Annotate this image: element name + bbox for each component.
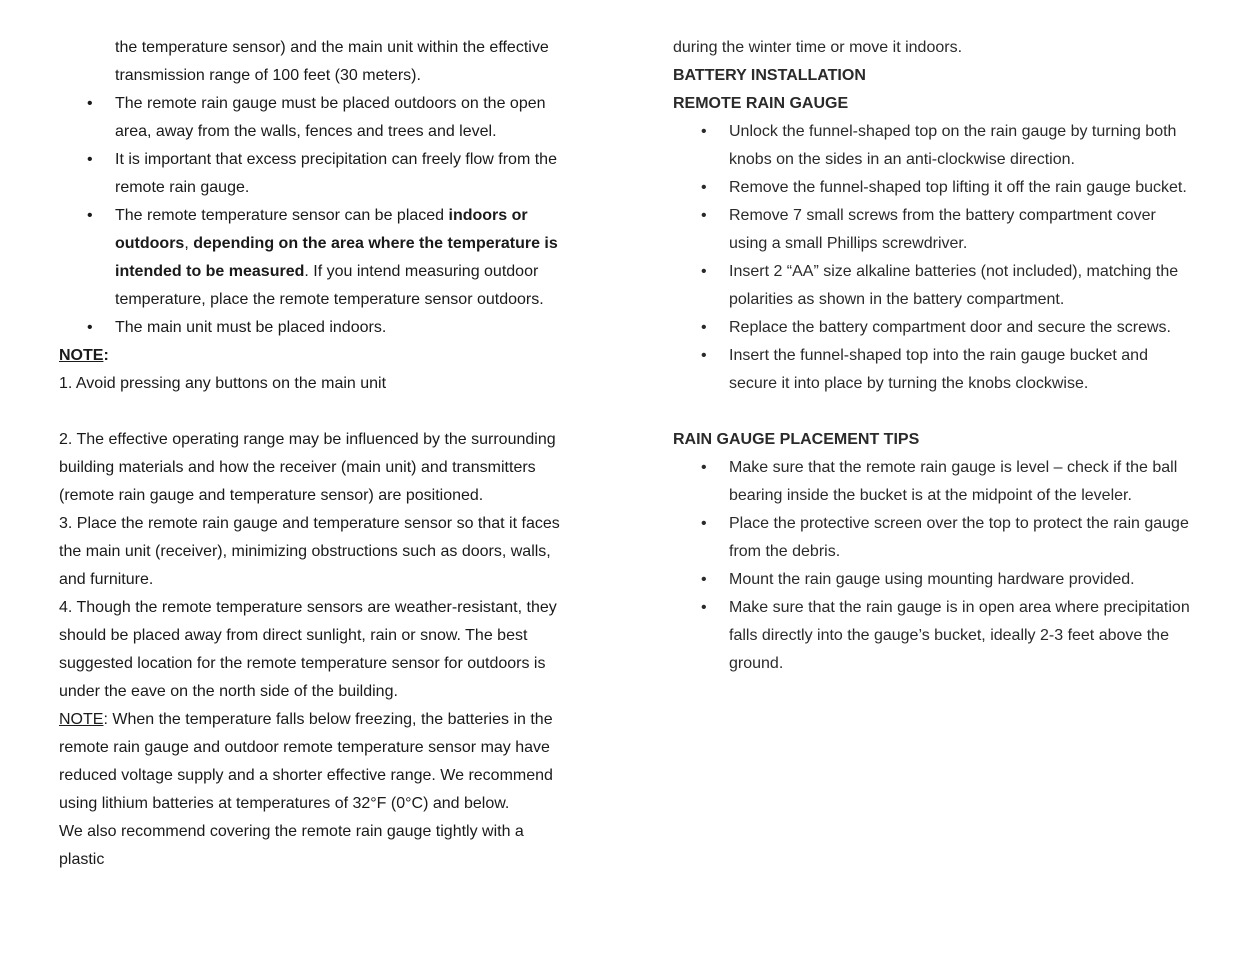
spacer (673, 398, 1193, 426)
note-item-1: 1. Avoid pressing any buttons on the main unit (59, 375, 387, 392)
right-column (673, 34, 1193, 678)
list-item: • Remove the funnel-shaped top lifting it off the rain gauge bucket. (673, 174, 1193, 202)
list-item: • Unlock the funnel-shaped top on the rain gauge by turning both knobs on the sides in an anti-clockwise direction. (673, 118, 1193, 174)
battery-steps-list (673, 118, 1193, 398)
list-item: • Insert the funnel-shaped top into the rain gauge bucket and secure it into place by turning the knobs clockwise. (673, 342, 1193, 398)
text-span: . If you intend measuring outdoor temperature, place the remote temperature sensor outdoors. (115, 263, 544, 308)
list-item: • Make sure that the remote rain gauge is level – check if the ball bearing inside the bucket is at the midpoint of the leveler. (673, 454, 1193, 510)
list-item: • It is important that excess precipitation can freely flow from the remote rain gauge. (59, 146, 569, 202)
section-subheading: REMOTE RAIN GAUGE (673, 95, 849, 112)
note-label: NOTE (59, 711, 104, 728)
note-label: NOTE (59, 347, 104, 364)
note-paragraph (59, 706, 569, 818)
intro-text: during the winter time or move it indoors. (673, 39, 963, 56)
note-item-4: 4. Though the remote temperature sensors are weather-resistant, they should be placed away from direct sunlight, rain or snow. The best suggested location for the remote temperature sensor for outdoors is under the eave on the north side of the building. (59, 599, 557, 700)
intro-text: the temperature sensor) and the main unit within the effective transmission range of 100 feet (30 meters). (115, 39, 549, 84)
list-item: • Remove 7 small screws from the battery compartment cover using a small Phillips screwdriver. (673, 202, 1193, 258)
list-item: • Mount the rain gauge using mounting hardware provided. (673, 566, 1193, 594)
list-item: • The remote rain gauge must be placed outdoors on the open area, away from the walls, fences and trees and level. (59, 90, 569, 146)
note-item-3: 3. Place the remote rain gauge and temperature sensor so that it faces the main unit (receiver), minimizing obstructions such as doors, walls, and furniture. (59, 515, 560, 588)
spacer (59, 398, 569, 426)
list-item: • The main unit must be placed indoors. (59, 314, 569, 342)
text-span: , (184, 235, 194, 252)
bold-text: indoors or outdoors (115, 207, 528, 252)
list-item: • Place the protective screen over the top to protect the rain gauge from the debris. (673, 510, 1193, 566)
section-heading: RAIN GAUGE PLACEMENT TIPS (673, 431, 920, 448)
list-item (59, 202, 569, 314)
placement-bullets (59, 90, 569, 342)
last-line: We also recommend covering the remote rain gauge tightly with a plastic (59, 823, 524, 868)
left-column (59, 34, 569, 874)
list-item: • Insert 2 “AA” size alkaline batteries (not included), matching the polarities as shown in the battery compartment. (673, 258, 1193, 314)
note-item-2: 2. The effective operating range may be influenced by the surrounding building materials and how the receiver (main unit) and transmitters (remote rain gauge and temperature sensor) are positioned. (59, 431, 556, 504)
note-text: : When the temperature falls below freezing, the batteries in the remote rain gauge and outdoor remote temperature sensor may have reduced voltage supply and a shorter effective range. We recommend using lithium batteries at temperatures of 32°F (0°C) and below. (59, 711, 553, 812)
bold-text: depending on the area where the temperature is intended to be measured (115, 235, 558, 280)
placement-tips-list (673, 454, 1193, 678)
note-colon: : (103, 347, 109, 364)
section-heading: BATTERY INSTALLATION (673, 67, 866, 84)
list-item: • Make sure that the rain gauge is in open area where precipitation falls directly into the gauge’s bucket, ideally 2-3 feet above the ground. (673, 594, 1193, 678)
text-span: The remote temperature sensor can be placed (115, 207, 449, 224)
note-heading (59, 342, 569, 370)
list-item: • Replace the battery compartment door and secure the screws. (673, 314, 1193, 342)
